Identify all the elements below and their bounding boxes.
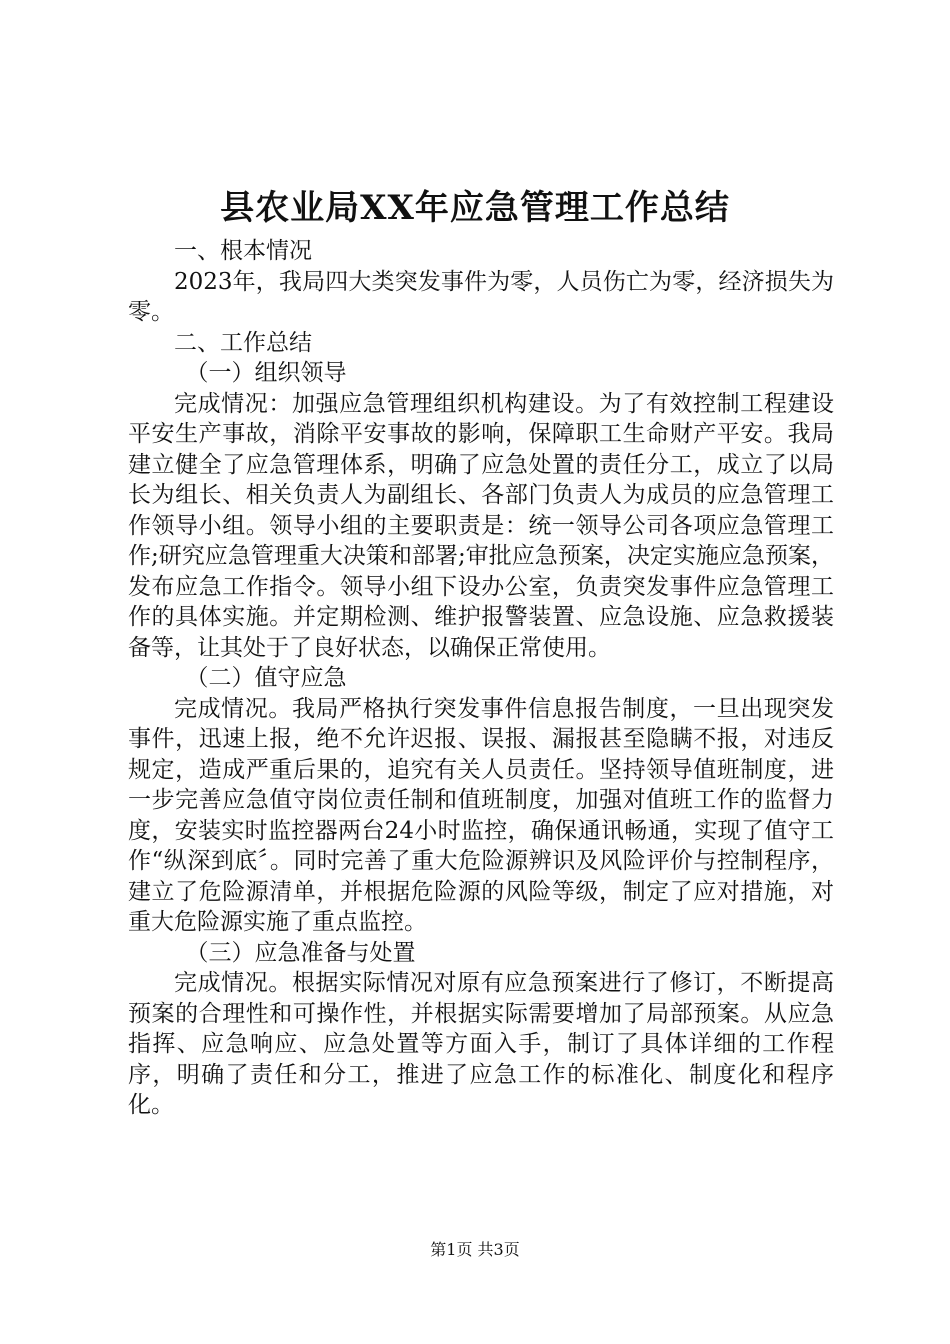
paragraph-preparation: 完成情况。根据实际情况对原有应急预案进行了修订，不断提高预案的合理性和可操作性，并根据实际需要增加了局部预案。从应急指挥、应急响应、应急处置等方面入手，制订了具体详细的工作程序，明确了责任和分工，推进了应急工作的标准化、制度化和程序化。 xyxy=(128,970,834,1118)
document-body xyxy=(128,236,834,1121)
subsection-heading-duty: （二）值守应急 xyxy=(185,665,347,691)
section-heading-summary: 二、工作总结 xyxy=(174,329,312,356)
subsection-heading-organization: （一）组织领导 xyxy=(185,360,347,386)
paragraph-basic-situation: 2023年，我局四大类突发事件为零，人员伤亡为零，经济损失为零。 xyxy=(128,268,834,325)
subsection-heading-preparation: （三）应急准备与处置 xyxy=(185,939,416,966)
page-number-footer: 第1页 共3页 xyxy=(430,1240,520,1259)
paragraph-duty: 完成情况。我局严格执行突发事件信息报告制度，一旦出现突发事件，迅速上报，绝不允许迟报、误报、漏报甚至隐瞒不报，对违反规定，造成严重后果的，追究有关人员责任。坚持领导值班制度，进一步完善应急值守岗位责任制和值班制度，加强对值班工作的监督力度，安装实时监控器两台24小时监控，确保通讯畅通，实现了值守工作“纵深到底〞。同时完善了重大危险源辨识及风险评价与控制程序，建立了危险源清单，并根据危险源的风险等级，制定了应对措施，对重大危险源实施了重点监控。 xyxy=(128,695,834,935)
document-title: 县农业局XX年应急管理工作总结 xyxy=(220,188,730,228)
section-heading-basic: 一、根本情况 xyxy=(174,238,312,264)
paragraph-organization: 完成情况：加强应急管理组织机构建设。为了有效控制工程建设平安生产事故，消除平安事故的影响，保障职工生命财产平安。我局建立健全了应急管理体系，明确了应急处置的责任分工，成立了以局长为组长、相关负责人为副组长、各部门负责人为成员的应急管理工作领导小组。领导小组的主要职责是：统一领导公司各项应急管理工作;研究应急管理重大决策和部署;审批应急预案，决定实施应急预案，发布应急工作指令。领导小组下设办公室，负责突发事件应急管理工作的具体实施。并定期检测、维护报警装置、应急设施、应急救援装备等，让其处于了良好状态，以确保正常使用。 xyxy=(128,390,834,661)
